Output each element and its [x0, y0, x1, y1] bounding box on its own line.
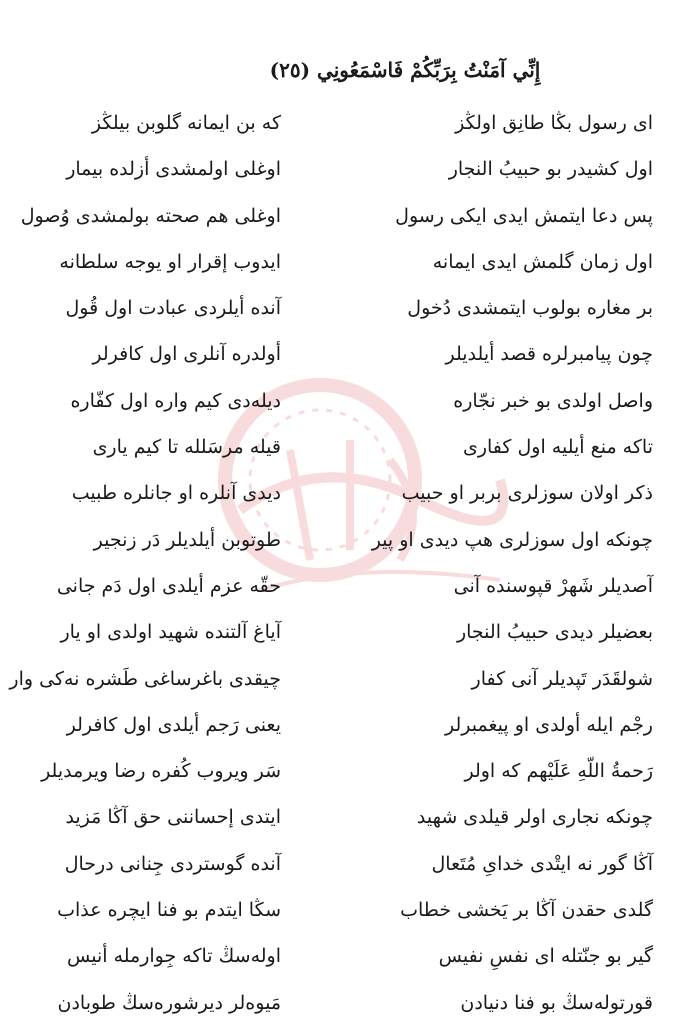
first-hemistich: بر مغاره بولوب ايتمشدی دُخول — [407, 297, 653, 320]
couplet-row — [0, 470, 693, 516]
second-hemistich: اوغلی اولمشدی أزلده بيمار — [66, 158, 281, 181]
first-hemistich: آصديلر شَهرْ قپوسنده آنی — [453, 574, 653, 597]
first-hemistich: قورتولەسڭ بو فنا دنيادن — [460, 991, 653, 1014]
couplet-row — [0, 146, 693, 192]
first-hemistich: گلدی حقدن آڭا بر يَخشی خطاب — [400, 899, 653, 922]
second-hemistich: آنده أيلردی عبادت اول قُول — [65, 297, 281, 320]
couplet-row — [0, 794, 693, 840]
first-hemistich: ای رسول بڭا طانِق اولڭز — [455, 112, 653, 134]
poem-verses — [0, 100, 693, 1026]
couplet-row — [0, 609, 693, 655]
first-hemistich: چون پيامبرلره قصد أيلديلر — [445, 343, 653, 366]
couplet-row — [0, 841, 693, 887]
second-hemistich: طوتوبن أيلديلر دَر زنجير — [93, 528, 281, 551]
couplet-row — [0, 331, 693, 377]
couplet-row — [0, 980, 693, 1026]
first-hemistich: گير بو جنّتله ای نفسِ نفيس — [438, 945, 653, 968]
couplet-row — [0, 656, 693, 702]
first-hemistich: آڭا گور نه ايتْدی خدایِ مُتَعال — [431, 852, 653, 875]
first-hemistich: پس دعا ايتمش ايدی ايكی رسول — [395, 204, 653, 227]
second-hemistich: سڭا ايتدم بو فنا ايچره عذاب — [57, 899, 281, 922]
couplet-row — [0, 933, 693, 979]
second-hemistich: اوغلی هم صحته بولمشدی وُصول — [20, 204, 281, 227]
second-hemistich: كه بن ايمانه گلوبن بيلڭز — [91, 112, 281, 134]
couplet-row — [0, 517, 693, 563]
first-hemistich: رجْم ايله أولدی او پيغمبرلر — [445, 713, 653, 736]
couplet-row — [0, 193, 693, 239]
second-hemistich: ديلەدی كيم واره اول كفّاره — [70, 389, 281, 412]
first-hemistich: اول كشيدر بو حبيبُ النجار — [448, 158, 653, 181]
couplet-row — [0, 563, 693, 609]
couplet-row — [0, 887, 693, 933]
first-hemistich: اول زمان گلمش ايدی ايمانه — [432, 250, 653, 273]
first-hemistich: رَحمةُ اللّهِ عَلَيْهم كه اولر — [464, 760, 653, 783]
first-hemistich: شولقَدَر تَپديلر آنی كفار — [471, 667, 653, 690]
first-hemistich: ذكر اولان سوزلری بربر او حبيب — [401, 482, 653, 505]
second-hemistich: أولدره آنلری اول كافرلر — [92, 343, 281, 366]
second-hemistich: قيله مرسَلله تا كيم ياری — [92, 436, 281, 459]
second-hemistich: چيقدی باغرساغی طَشره نەكی وار — [9, 667, 281, 690]
second-hemistich: ايتدی إحساننی حق آڭا مَزيد — [65, 806, 281, 829]
first-hemistich: تاكه منع أيليه اول كفاری — [462, 436, 653, 459]
second-hemistich: آنده گوستردی جِنانی درحال — [64, 852, 281, 875]
second-hemistich: سَر ويروب كُفره رضا ويرمديلر — [41, 760, 281, 783]
second-hemistich: آياغ آلتنده شهيد اولدی او يار — [60, 621, 281, 644]
second-hemistich: ايدوب إقرار او يوجه سلطانه — [59, 250, 281, 273]
first-hemistich: واصل اولدی بو خبر نجّاره — [453, 389, 653, 412]
verse-heading: إِنِّي آمَنْتُ بِرَبِّكُمْ فَاسْمَعُونِي (٢٥) — [269, 58, 541, 82]
first-hemistich: بعضيلر ديدی حبيبُ النجار — [456, 621, 653, 644]
first-hemistich: چونكه نجاری اولر قيلدی شهيد — [416, 806, 653, 829]
first-hemistich: چونكه اول سوزلری هپ ديدی او پير — [371, 528, 653, 551]
second-hemistich: ديدی آنلره او جانلره طبيب — [71, 482, 281, 505]
couplet-row — [0, 378, 693, 424]
second-hemistich: حقّه عزم أيلدی اول دَم جانی — [56, 574, 281, 597]
couplet-row — [0, 100, 693, 146]
couplet-row — [0, 748, 693, 794]
second-hemistich: اولەسڭ تاكه جِوارمله أنيس — [67, 945, 281, 968]
couplet-row — [0, 285, 693, 331]
couplet-row — [0, 424, 693, 470]
second-hemistich: يعنی رَجم أيلدی اول كافرلر — [66, 713, 281, 736]
second-hemistich: مَيوەلر ديرشورەسڭ طوبادن — [57, 991, 281, 1014]
couplet-row — [0, 702, 693, 748]
couplet-row — [0, 239, 693, 285]
